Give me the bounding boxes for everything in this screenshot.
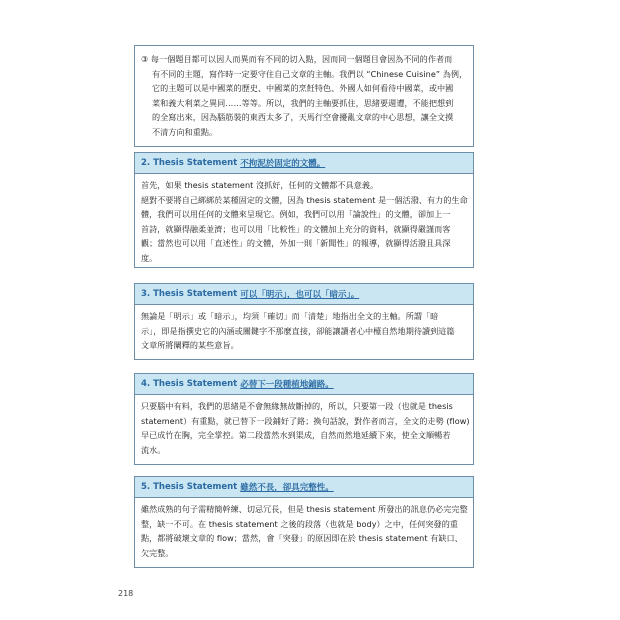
section-subtitle: 雖然不長，卻具完整性。 (240, 483, 334, 493)
section-title: 2. Thesis Statement (141, 158, 238, 168)
section-box-5 (134, 476, 474, 568)
body-line: 早已成竹在胸，完全掌控。第二段當然水到渠成，自然而然地延續下來，使全文順暢若 (141, 430, 451, 441)
intro-box (134, 45, 474, 147)
section-subtitle: 可以「明示」，也可以「暗示」。 (240, 290, 360, 300)
body-line: 無論是「明示」或「暗示」，均須「確切」而「清楚」地指出全文的主軸。所謂「暗 (141, 311, 439, 321)
body-line: 雖然成熟的句子需精簡幹練、切忌冗長，但是 thesis statement 所發出的訊息仍必完完整 (141, 504, 468, 514)
section-heading (135, 477, 473, 498)
body-line: statement）有重點，就已替下一段鋪好了路；換句話說，對作者而言，全文的走勢 (flow) (141, 415, 470, 426)
section-subtitle: 必替下一段種植地鋪路。 (240, 380, 334, 390)
section-box-3 (134, 283, 474, 360)
section-body (135, 305, 473, 357)
section-heading (135, 153, 473, 174)
section-heading (135, 284, 473, 305)
body-line: 欠完整。 (141, 547, 174, 558)
section-body (135, 395, 473, 461)
body-line: 整，缺一不可。在 thesis statement 之後的段落（也就是 body）之中，任何突發的重 (141, 518, 458, 529)
section-title: 4. Thesis Statement (141, 379, 238, 389)
intro-line: 菜和義大利菜之異同……等等。所以，我們的主軸要抓住，思緒要週遭，不能把想到 (152, 97, 454, 108)
body-line: 體，我們可以用任何的文體來呈現它。例如，我們可以用「論說性」的文體，卻加上一 (141, 209, 451, 220)
intro-body (135, 46, 473, 144)
page-number: 218 (118, 589, 134, 598)
body-line: 首先，如果 thesis statement 沒抓好，任何的文體都不具意義。 (141, 180, 379, 190)
body-line: 文章所將闡釋的某些意旨。 (141, 340, 239, 351)
intro-line: ③ 每一個題目都可以因人而異而有不同的切入點，因而同一個題目會因為不同的作者而 (141, 54, 453, 64)
section-title: 5. Thesis Statement (141, 482, 238, 492)
section-body (135, 498, 473, 564)
section-subtitle: 不拘泥於固定的文體。 (240, 159, 326, 169)
body-line: 點，都將破壞文章的 flow；當然，會「突發」的原因即在於 thesis statement 有缺口、 (141, 533, 463, 544)
body-line: 示」，即是指撰史它的內涵或關鍵字不那麼直接，卻能讓讀者心中檯自然地期待讀到這篇 (141, 325, 455, 336)
body-line: 首詩，就顯得融柔並濟；也可以用「比較性」的文體加上充分的資料，就顯得嚴謹而客 (141, 223, 451, 234)
body-line: 流水。 (141, 444, 166, 455)
intro-line: 有不同的主題，寫作時一定要守住自己文章的主軸。我們以 “Chinese Cuisine” 為例， (152, 68, 468, 79)
body-line: 度。 (141, 252, 158, 263)
section-body (135, 174, 473, 270)
intro-line: 它的主題可以是中國菜的歷史、中國菜的烹飪特色、外國人如何看待中國菜，或中國 (152, 83, 454, 94)
intro-line: 的全寫出來，因為腦筋裝的東西太多了，天馬行空會擾亂文章的中心思想，讓全文摸 (152, 112, 454, 123)
body-line: 只要腦中有料，我們的思緒是不會無緣無故斷掉的，所以，只要第一段（也就是 thesis (141, 401, 453, 411)
section-title: 3. Thesis Statement (141, 289, 238, 299)
body-line: 絕對不要將自己綁綁於某種固定的文體，因為 thesis statement 是一個活潑、有力的生命 (141, 194, 468, 205)
section-heading (135, 374, 473, 395)
body-line: 觀；當然也可以用「直述性」的文體，外加一則「新聞性」的報導，就顯得活潑且具深 (141, 238, 451, 249)
section-box-2 (134, 152, 474, 268)
section-box-4 (134, 373, 474, 465)
intro-line: 不清方向和重點。 (152, 126, 218, 137)
